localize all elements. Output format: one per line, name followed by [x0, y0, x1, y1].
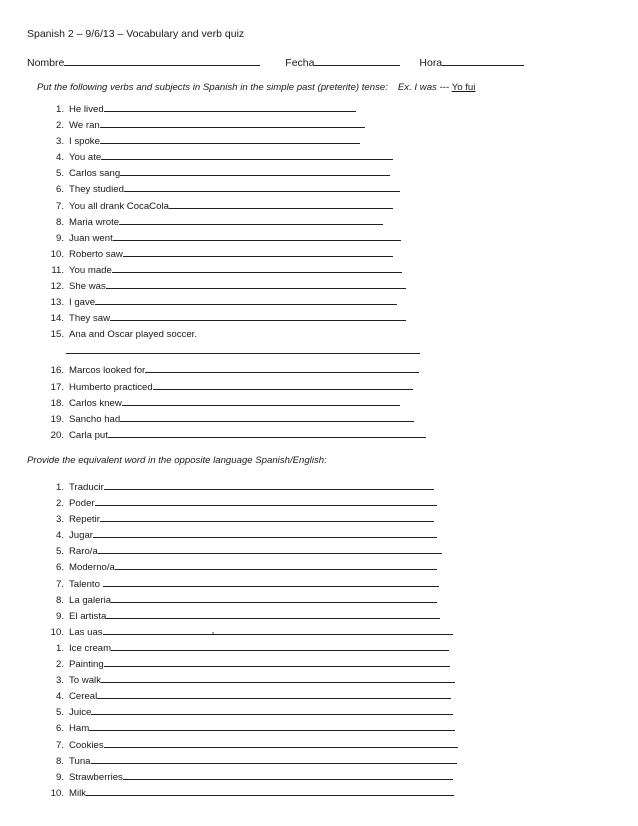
item-number: 16.	[50, 365, 64, 377]
list-item	[46, 577, 458, 593]
answer-blank	[86, 787, 454, 796]
item-number: 6.	[55, 184, 64, 196]
example-answer: Yo fui	[451, 82, 476, 93]
item-prompt: Carlos knew	[69, 397, 122, 409]
item-prompt: Ham	[69, 723, 90, 735]
item-number: 10.	[50, 248, 64, 260]
answer-blank	[123, 771, 453, 780]
list-item	[46, 247, 426, 263]
item-15-answer-row	[46, 343, 426, 363]
list-item	[46, 689, 458, 705]
list-item	[46, 295, 426, 311]
section2-list	[46, 480, 458, 802]
item-number: 17.	[50, 381, 64, 393]
answer-blank	[108, 429, 426, 438]
item-number: 5.	[55, 546, 64, 558]
answer-blank	[101, 674, 455, 683]
list-item	[46, 396, 426, 412]
item-prompt: You all drank CocaCola	[69, 200, 169, 212]
item-prompt: Carlos sang	[69, 168, 121, 180]
item-number: 1.	[55, 482, 64, 493]
item-prompt: Talento	[69, 578, 100, 590]
item-prompt: She was	[69, 281, 106, 293]
answer-blank	[111, 642, 449, 651]
list-item	[46, 657, 458, 673]
answer-blank	[103, 626, 453, 635]
answer-blank	[95, 296, 397, 305]
list-item	[46, 199, 426, 215]
item-number: 1.	[55, 104, 64, 115]
item-prompt: Humberto practiced	[69, 381, 153, 393]
item-number: 3.	[55, 514, 64, 526]
item-number: 5.	[55, 707, 64, 719]
answer-blank	[112, 264, 402, 273]
item-number: 1.	[55, 642, 64, 654]
answer-blank	[95, 497, 437, 506]
item-number: 20.	[50, 429, 64, 441]
item-prompt: We ran	[69, 120, 100, 132]
list-item	[46, 279, 426, 295]
section2-instructions: Provide the equivalent word in the opposite language Spanish/English:	[27, 455, 327, 466]
item-prompt: Maria wrote	[69, 216, 120, 228]
item-number: 7.	[55, 200, 64, 212]
answer-blank	[123, 248, 393, 257]
item-prompt: Moderno/a	[69, 562, 115, 574]
section1-instructions	[37, 82, 475, 93]
name-blank	[64, 56, 260, 66]
student-info-row	[27, 56, 524, 69]
page-title: Spanish 2 – 9/6/13 – Vocabulary and verb quiz	[27, 28, 245, 40]
answer-blank	[97, 690, 451, 699]
item-number: 4.	[55, 152, 64, 164]
item-prompt: You ate	[69, 152, 102, 164]
list-item	[46, 673, 458, 689]
answer-blank	[119, 216, 383, 225]
answer-blank	[91, 706, 453, 715]
item-prompt: Tuna	[69, 755, 91, 767]
example-prefix: Ex. I was ---	[397, 82, 452, 93]
item-prompt: Poder	[69, 498, 95, 510]
item-prompt: Marcos looked for	[69, 365, 146, 377]
item-prompt: I spoke	[69, 136, 100, 148]
item-prompt: Juan went	[69, 232, 113, 244]
list-item	[46, 705, 458, 721]
section1-instructions-text: Put the following verbs and subjects in Spanish in the simple past (preterite) tense:	[37, 82, 388, 93]
item-prompt: Jugar	[69, 530, 93, 542]
list-item	[46, 512, 458, 528]
list-item	[46, 263, 426, 279]
item-prompt: Strawberries	[69, 771, 123, 783]
item-prompt: Painting	[69, 659, 104, 671]
item-number: 12.	[50, 281, 64, 293]
item-number: 8.	[55, 594, 64, 606]
answer-blank	[153, 381, 413, 390]
list-item	[46, 231, 426, 247]
answer-blank	[113, 232, 401, 241]
item-prompt: Ice cream	[69, 642, 112, 654]
list-item	[46, 134, 426, 150]
list-item	[46, 641, 458, 657]
item-prompt: Roberto saw	[69, 248, 123, 260]
answer-blank	[98, 545, 442, 554]
item-prompt: Traducir	[69, 482, 104, 493]
item-prompt: Repetir	[69, 514, 100, 526]
answer-blank	[122, 397, 400, 406]
list-item	[46, 182, 426, 198]
name-label: Nombre	[27, 57, 65, 69]
item-number: 3.	[55, 675, 64, 687]
list-item	[46, 544, 458, 560]
item-number: 13.	[50, 297, 64, 309]
list-item	[46, 480, 458, 496]
answer-blank	[104, 658, 450, 667]
list-item	[46, 754, 458, 770]
item-number: 6.	[55, 562, 64, 574]
answer-blank	[145, 364, 419, 373]
answer-blank	[91, 755, 457, 764]
answer-blank	[89, 722, 455, 731]
item-number: 9.	[55, 610, 64, 622]
answer-blank	[104, 103, 356, 112]
list-item	[46, 118, 426, 134]
item-prompt: Milk	[69, 787, 87, 799]
item-number: 9.	[55, 232, 64, 244]
list-item	[46, 327, 426, 343]
list-item	[46, 363, 426, 379]
list-item	[46, 721, 458, 737]
answer-blank	[110, 312, 406, 321]
item-prompt: They saw	[69, 313, 111, 325]
item-prompt: Carla put	[69, 429, 108, 441]
item-prompt: You made	[69, 264, 112, 276]
answer-blank	[100, 513, 434, 522]
list-item	[46, 609, 458, 625]
section1-list	[46, 102, 426, 444]
list-item	[46, 528, 458, 544]
answer-blank	[115, 561, 437, 570]
item-prompt: El artista	[69, 610, 107, 622]
item-number: 8.	[55, 216, 64, 228]
answer-blank	[66, 345, 420, 354]
item-prompt: Cookies	[69, 739, 104, 751]
item-number: 18.	[50, 397, 64, 409]
item-number: 3.	[55, 136, 64, 148]
item-prompt: Raro/a	[69, 546, 98, 558]
answer-blank	[106, 610, 440, 619]
item-number: 2.	[55, 120, 64, 132]
hour-blank	[442, 56, 524, 66]
answer-blank	[124, 183, 400, 192]
list-item	[46, 560, 458, 576]
list-item	[46, 625, 458, 641]
item-prompt: He lived	[69, 104, 104, 115]
answer-blank	[103, 578, 439, 587]
item-prompt: Las uas	[69, 626, 103, 638]
item-number: 4.	[55, 691, 64, 703]
item-number: 10.	[50, 787, 64, 799]
item-number: 4.	[55, 530, 64, 542]
item-prompt: Ana and Oscar played soccer.	[69, 329, 197, 341]
answer-blank	[169, 200, 393, 209]
item-number: 7.	[55, 739, 64, 751]
list-item	[46, 215, 426, 231]
answer-blank	[111, 594, 437, 603]
list-item	[46, 380, 426, 396]
list-item	[46, 428, 426, 444]
list-item	[46, 102, 426, 118]
list-item	[46, 496, 458, 512]
item-number: 19.	[50, 413, 64, 425]
item-prompt: Cereal	[69, 691, 98, 703]
item-number: 10.	[50, 626, 64, 638]
item-number: 6.	[55, 723, 64, 735]
list-item	[46, 786, 458, 802]
hour-label: Hora	[419, 57, 443, 69]
answer-blank	[120, 167, 390, 176]
list-item	[46, 770, 458, 786]
date-label: Fecha	[285, 57, 315, 69]
item-prompt: I gave	[69, 297, 96, 309]
item-number: 8.	[55, 755, 64, 767]
answer-blank	[100, 119, 365, 128]
list-item	[46, 412, 426, 428]
item-number: 7.	[55, 578, 64, 590]
answer-blank	[101, 151, 393, 160]
list-item	[46, 150, 426, 166]
answer-blank	[104, 481, 434, 490]
answer-blank	[93, 529, 437, 538]
answer-blank	[120, 413, 414, 422]
date-blank	[314, 56, 400, 66]
item-number: 15.	[50, 329, 64, 341]
item-number: 5.	[55, 168, 64, 180]
list-item	[46, 166, 426, 182]
item-number: 14.	[50, 313, 64, 325]
stray-mark	[212, 632, 214, 634]
item-number: 9.	[55, 771, 64, 783]
item-prompt: Sancho had	[69, 413, 121, 425]
list-item	[46, 593, 458, 609]
item-number: 11.	[51, 264, 64, 276]
list-item	[46, 311, 426, 327]
list-item	[46, 738, 458, 754]
answer-blank	[106, 280, 406, 289]
answer-blank	[104, 739, 458, 748]
item-prompt: They studied	[69, 184, 124, 196]
item-number: 2.	[55, 498, 64, 510]
item-prompt: To walk	[69, 675, 101, 687]
answer-blank	[100, 135, 360, 144]
item-prompt: Juice	[69, 707, 92, 719]
item-number: 2.	[55, 659, 64, 671]
item-prompt: La galeria	[69, 594, 112, 606]
